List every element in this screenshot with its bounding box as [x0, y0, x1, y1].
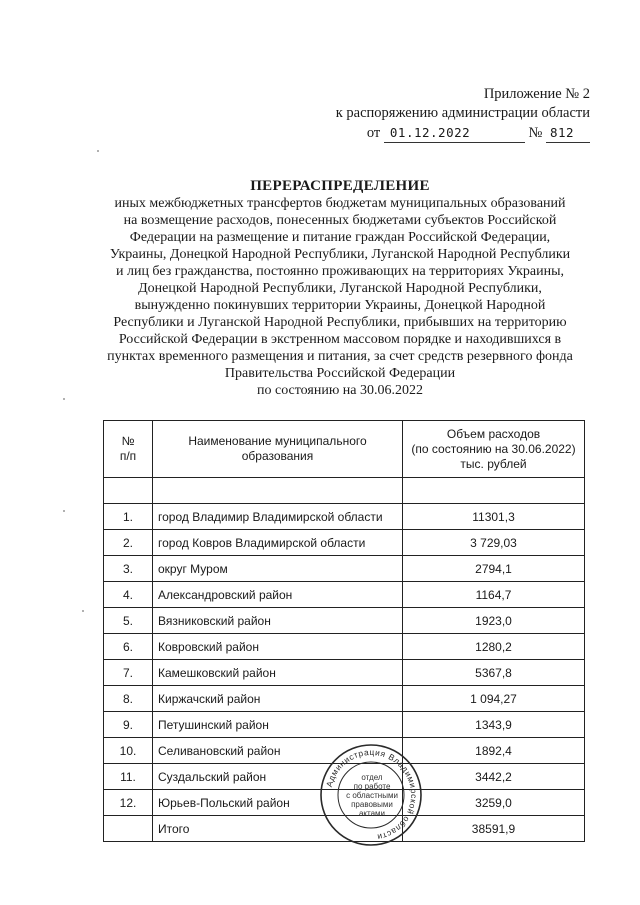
row-number: 9.	[104, 712, 153, 738]
scan-speck	[63, 510, 65, 512]
header-name-line2: образования	[241, 449, 314, 463]
stamp-center-line: по работе	[353, 782, 391, 791]
subtitle-line: на возмещение расходов, понесенных бюджетами субъектов Российской	[123, 213, 557, 228]
from-label: от	[366, 125, 381, 141]
header-name-line1: Наименование муниципального	[188, 434, 367, 448]
row-number: 6.	[104, 634, 153, 660]
header-number	[104, 421, 153, 478]
row-name: Вязниковский район	[153, 608, 403, 634]
row-name: Александровский район	[153, 582, 403, 608]
row-value: 3442,2	[403, 764, 585, 790]
table-row	[104, 608, 585, 634]
order-date: 01.12.2022	[384, 123, 525, 143]
row-name: Суздальский район	[153, 764, 403, 790]
subtitle-line: Донецкой Народной Республики, Луганской Народной Республики,	[138, 281, 542, 296]
stamp-center-text	[340, 773, 404, 818]
stamp-center-line: актами	[358, 809, 386, 818]
order-date-line	[260, 123, 590, 143]
appendix-number: Приложение № 2	[483, 86, 590, 102]
row-number: 4.	[104, 582, 153, 608]
table-header-row	[104, 421, 585, 478]
table-spacer-row	[104, 478, 585, 504]
row-value: 1343,9	[403, 712, 585, 738]
row-name: город Владимир Владимирской области	[153, 504, 403, 530]
row-value: 2794,1	[403, 556, 585, 582]
stamp-ring-text: Администрация Владимирской области	[323, 746, 420, 843]
row-name: Киржачский район	[153, 686, 403, 712]
table-row	[104, 582, 585, 608]
subtitle-line: Республики и Луганской Народной Республики, прибывших на территорию	[113, 315, 567, 330]
row-value: 11301,3	[403, 504, 585, 530]
row-number: 1.	[104, 504, 153, 530]
subtitle-line: Правительства Российской Федерации	[224, 366, 456, 381]
row-number: 8.	[104, 686, 153, 712]
row-name: округ Муром	[153, 556, 403, 582]
total-number	[104, 816, 153, 842]
stamp-center-line: отдел	[361, 773, 383, 782]
row-name: Петушинский район	[153, 712, 403, 738]
appendix-block	[260, 85, 590, 143]
row-number: 2.	[104, 530, 153, 556]
header-value-line3: тыс. рублей	[460, 456, 527, 471]
row-number: 3.	[104, 556, 153, 582]
subtitle-line: и лиц без гражданства, постоянно проживающих на территориях Украины,	[115, 264, 565, 279]
row-value: 1280,2	[403, 634, 585, 660]
row-name: Юрьев-Польский район	[153, 790, 403, 816]
row-value: 1 094,27	[403, 686, 585, 712]
table-row	[104, 660, 585, 686]
row-value: 1923,0	[403, 608, 585, 634]
subtitle-line: Российской Федерации в экстренном массовом порядке и находившихся в	[118, 332, 562, 347]
header-number-abbr: п/п	[119, 449, 137, 463]
stamp-center-line: правовыми	[351, 800, 393, 809]
subtitle-line: иных межбюджетных трансфертов бюджетам муниципальных образований	[114, 196, 566, 211]
scan-speck	[97, 150, 99, 152]
header-value-line2: (по состоянию на 30.06.2022)	[411, 441, 576, 456]
row-value: 5367,8	[403, 660, 585, 686]
total-value: 38591,9	[403, 816, 585, 842]
row-value: 3259,0	[403, 790, 585, 816]
document-subtitle	[70, 195, 610, 399]
row-name: Селивановский район	[153, 738, 403, 764]
row-number: 11.	[104, 764, 153, 790]
row-value: 3 729,03	[403, 530, 585, 556]
document-title: ПЕРЕРАСПРЕДЕЛЕНИЕ	[250, 178, 430, 194]
number-label: №	[528, 125, 543, 141]
header-number-symbol: №	[121, 434, 135, 448]
row-number: 5.	[104, 608, 153, 634]
row-number: 12.	[104, 790, 153, 816]
scan-speck	[82, 610, 84, 612]
subtitle-line: пунктах временного размещения и питания, за счет средств резервного фонда	[107, 349, 573, 364]
subtitle-line: по состоянию на 30.06.2022	[256, 383, 424, 398]
row-value: 1892,4	[403, 738, 585, 764]
header-value	[403, 421, 585, 478]
table-row	[104, 530, 585, 556]
table-row	[104, 556, 585, 582]
total-label: Итого	[153, 816, 403, 842]
table-row	[104, 504, 585, 530]
header-name	[153, 421, 403, 478]
row-name: Ковровский район	[153, 634, 403, 660]
stamp-center-line: с областными	[346, 791, 398, 800]
appendix-order-ref: к распоряжению администрации области	[335, 105, 590, 121]
row-name: Камешковский район	[153, 660, 403, 686]
subtitle-line: вынужденно покинувших территории Украины, Донецкой Народной	[134, 298, 546, 313]
row-value: 1164,7	[403, 582, 585, 608]
order-number: 812	[546, 123, 590, 143]
subtitle-line: Федерации на размещение и питание граждан Российской Федерации,	[129, 230, 551, 245]
row-number: 7.	[104, 660, 153, 686]
row-number: 10.	[104, 738, 153, 764]
table-row	[104, 712, 585, 738]
table-row	[104, 634, 585, 660]
scan-speck	[63, 398, 65, 400]
table-row	[104, 686, 585, 712]
subtitle-line: Украины, Донецкой Народной Республики, Луганской Народной Республики	[109, 247, 571, 262]
header-value-line1: Объем расходов	[446, 426, 541, 441]
row-name: город Ковров Владимирской области	[153, 530, 403, 556]
